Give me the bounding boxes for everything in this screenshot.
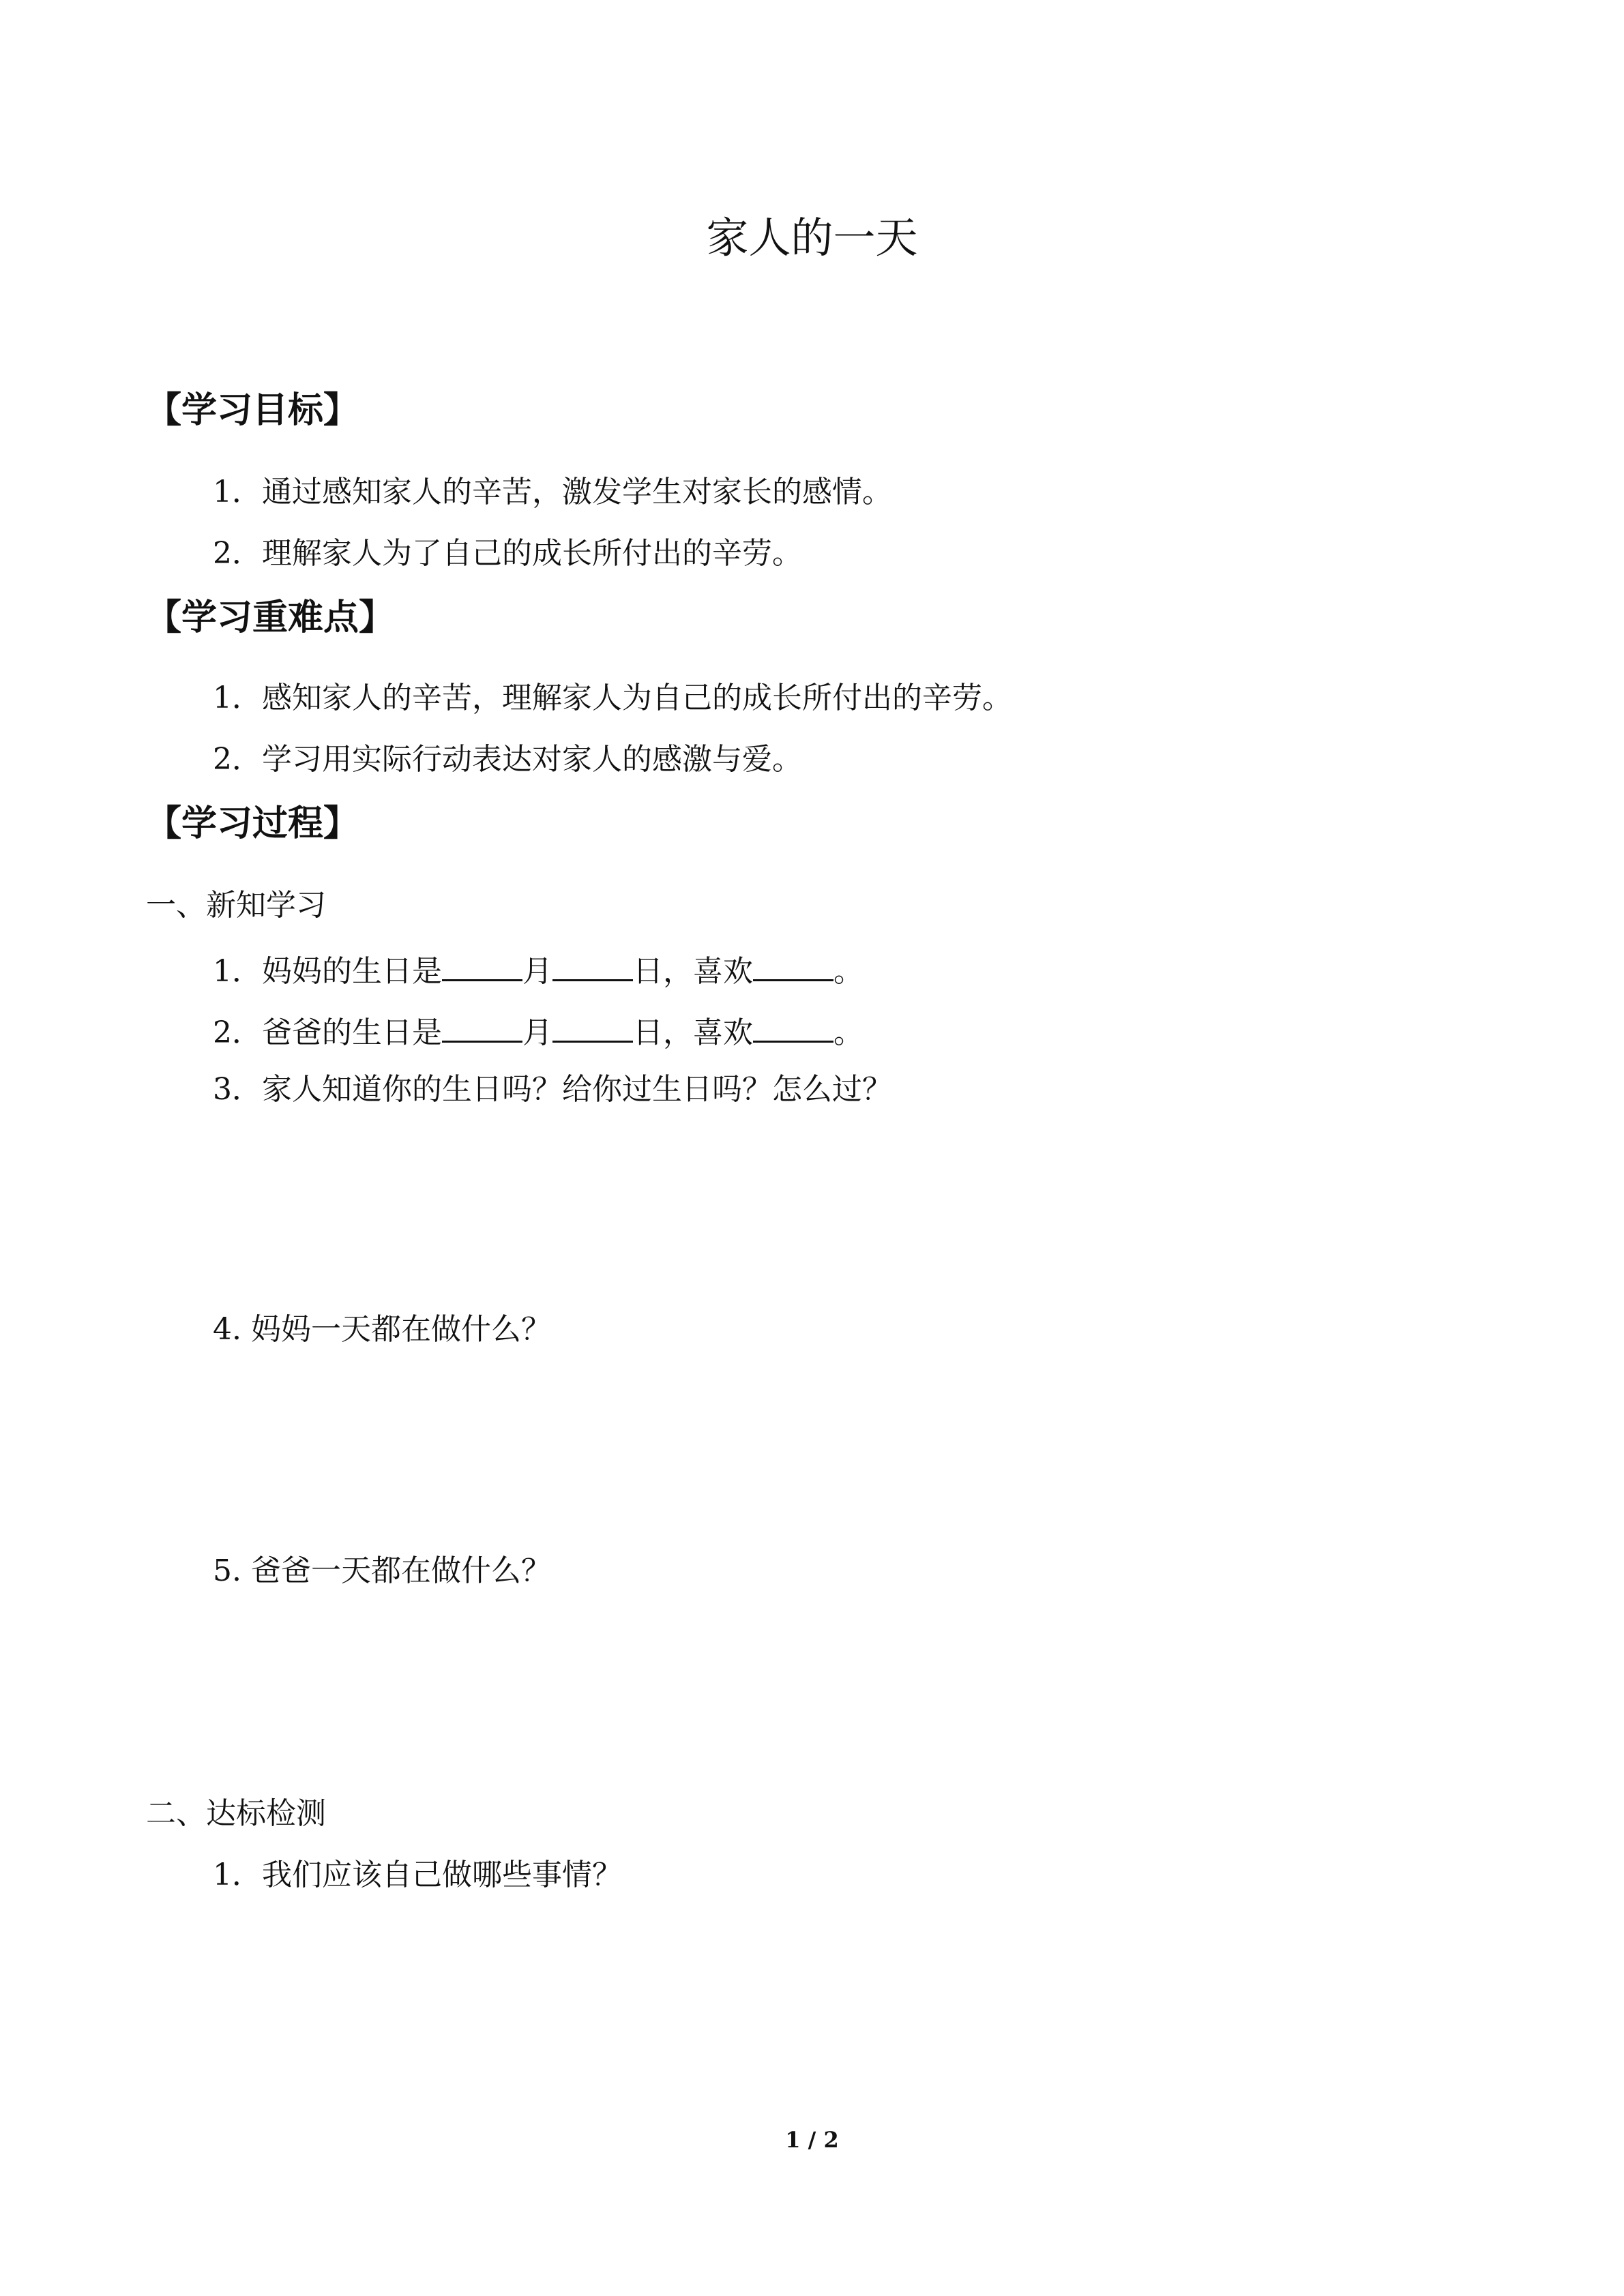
process-heading: 【学习过程】 [146,803,359,844]
blank-field[interactable] [442,952,522,981]
question-father-birthday [213,1013,863,1048]
blank-field[interactable] [753,1013,833,1043]
blank-field[interactable] [442,1013,522,1043]
question-father-day: 5. 爸爸一天都在做什么？ [213,1553,551,1588]
goals-heading: 【学习目标】 [146,390,359,431]
goal-item-2: 2．理解家人为了自己的成长所付出的辛劳。 [213,536,802,571]
question-your-birthday: 3．家人知道你的生日吗？给你过生日吗？怎么过？ [213,1072,892,1107]
end-mark: 。 [833,954,863,989]
question-prefix: 2．爸爸的生日是 [213,1015,442,1050]
question-mother-birthday [213,952,863,987]
question-self-tasks: 1．我们应该自己做哪些事情？ [213,1858,622,1892]
month-label: 月 [522,954,552,989]
section-assessment: 二、达标检测 [146,1796,326,1831]
day-label: 日，喜欢 [633,954,753,989]
key-point-item-2: 2．学习用实际行动表达对家人的感激与爱。 [213,742,802,777]
blank-field[interactable] [552,1013,633,1043]
question-prefix: 1．妈妈的生日是 [213,954,442,989]
day-label: 日，喜欢 [633,1015,753,1050]
section-new-knowledge: 一、新知学习 [146,888,326,923]
end-mark: 。 [833,1015,863,1050]
question-mother-day: 4. 妈妈一天都在做什么？ [213,1312,551,1347]
month-label: 月 [522,1015,552,1050]
page-number: 1 / 2 [785,2127,839,2153]
blank-field[interactable] [552,952,633,981]
blank-field[interactable] [753,952,833,981]
key-points-heading: 【学习重难点】 [146,597,395,638]
page-title: 家人的一天 [706,213,918,263]
key-point-item-1: 1．感知家人的辛苦，理解家人为自己的成长所付出的辛劳。 [213,681,1012,715]
goal-item-1: 1．通过感知家人的辛苦，激发学生对家长的感情。 [213,475,892,509]
